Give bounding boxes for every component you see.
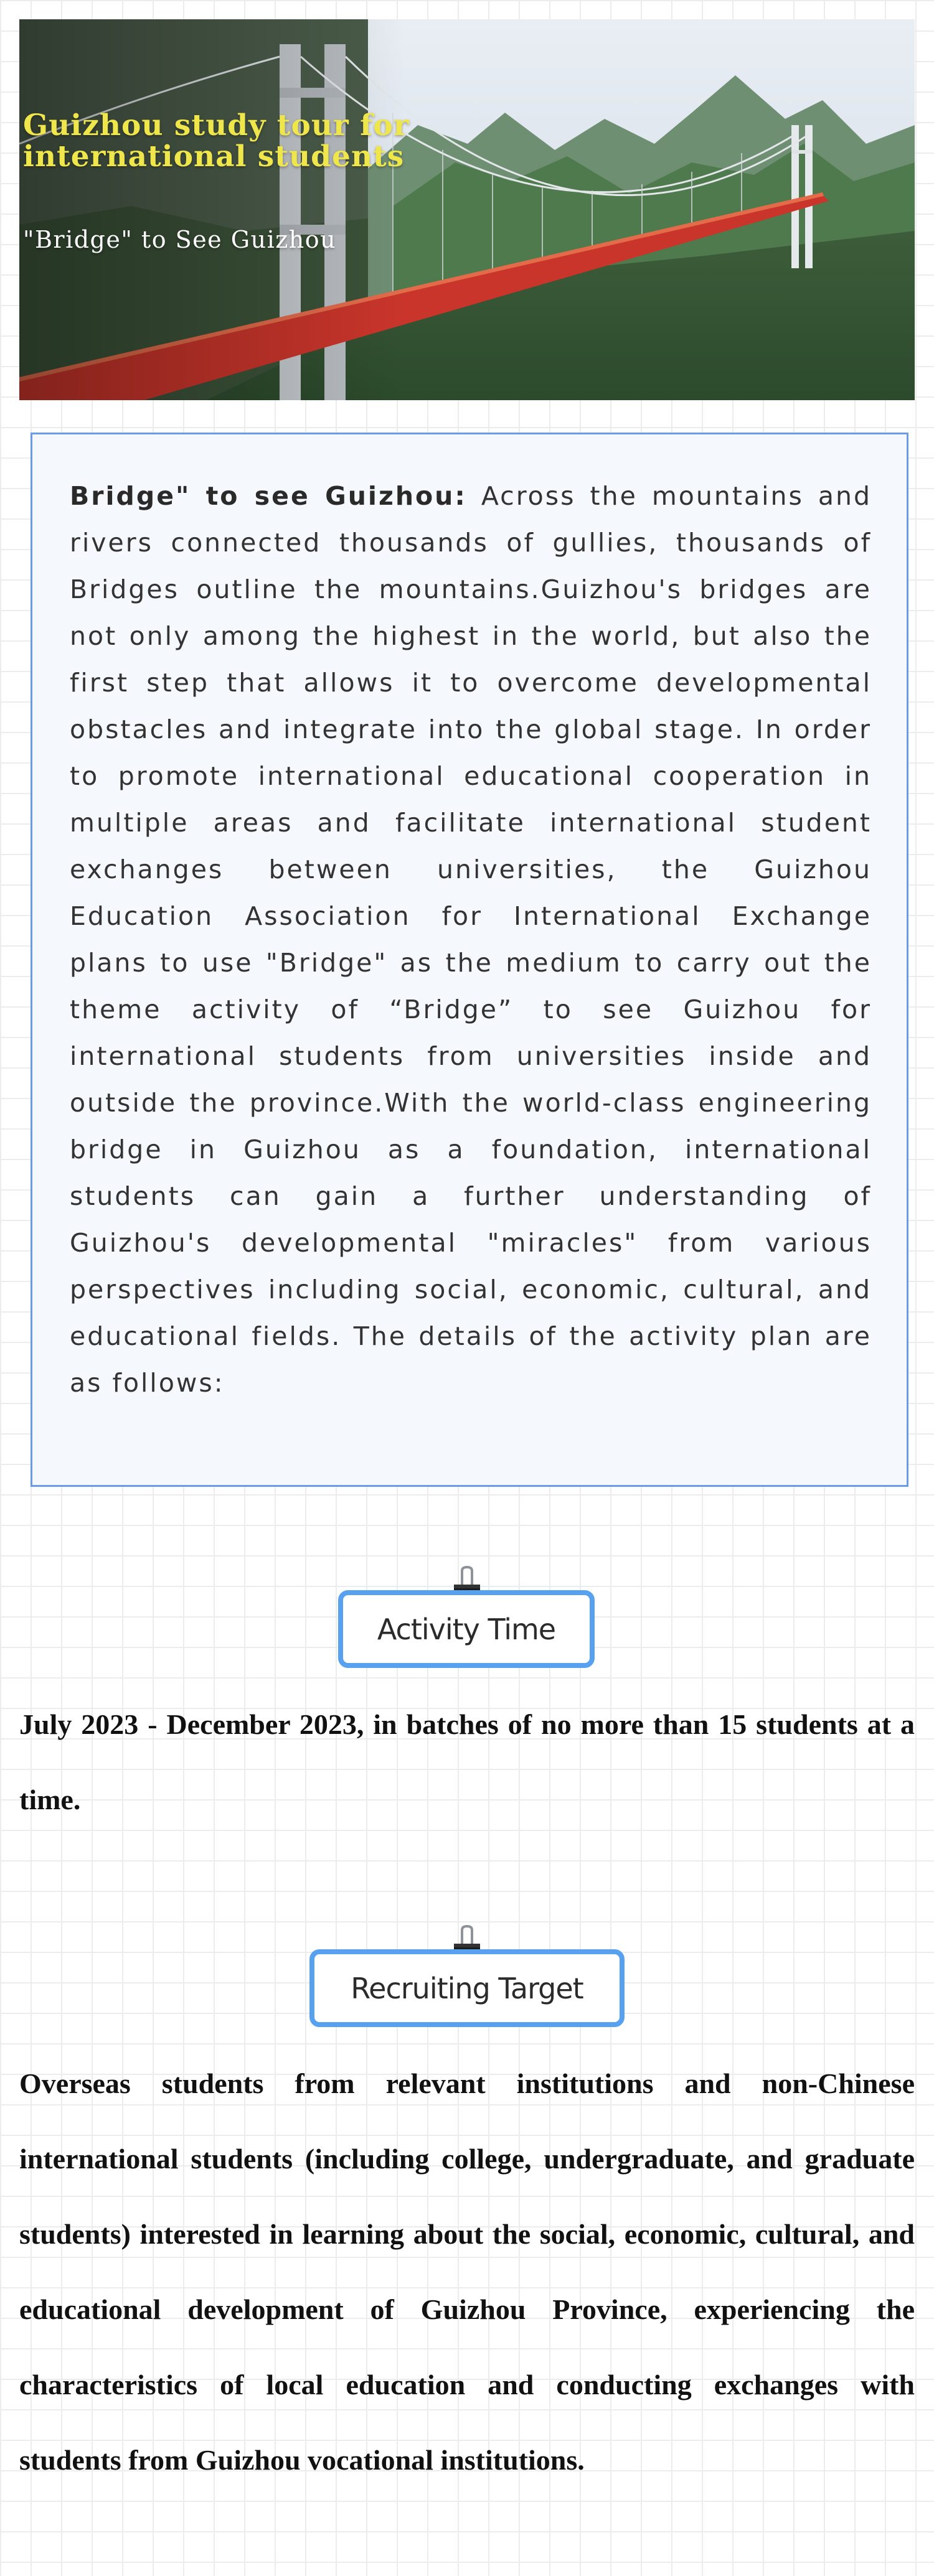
hero-subtitle: "Bridge" to See Guizhou bbox=[23, 226, 337, 253]
recruiting-target-text: Overseas students from relevant institutions and non-Chinese international students (including college, undergraduate, and graduate students) interested in learning about the social, economic, cultural, and educational development of Guizhou Province, experiencing the characteristics of local education and conducting exchanges with students from Guizhou vocational institutions. bbox=[19, 2068, 915, 2476]
bridge-photo bbox=[19, 19, 915, 400]
intro-body: Across the mountains and rivers connected thousands of gullies, thousands of Bridges outline the mountains.Guizhou's bridges are not only among the highest in the world, but also the first step that allows it to overcome developmental obstacles and integrate into the global stage. In order to promote international educational cooperation in multiple areas and facilitate international student exchanges between universities, the Guizhou Education Association for International Exchange plans to use "Bridge" as the medium to carry out the theme activity of “Bridge” to see Guizhou for international students from universities inside and outside the province.With the world-class engineering bridge in Guizhou as a foundation, international students can gain a further understanding of Guizhou's developmental "miracles" from various perspectives including social, economic, cultural, and educational fields. The details of the activity plan are as follows: bbox=[70, 481, 872, 1398]
hero-title: Guizhou study tour for international students bbox=[23, 108, 410, 174]
intro-paragraph bbox=[70, 473, 872, 1407]
intro-lead: Bridge" to see Guizhou: bbox=[70, 481, 467, 511]
hero-banner bbox=[19, 19, 915, 400]
activity-time-text: July 2023 - December 2023, in batches of no more than 15 students at a time. bbox=[19, 1708, 915, 1815]
intro-card bbox=[31, 433, 908, 1487]
section-tag-activity-time: Activity Time bbox=[338, 1590, 595, 1668]
section-tag-recruiting-target: Recruiting Target bbox=[309, 1949, 625, 2027]
